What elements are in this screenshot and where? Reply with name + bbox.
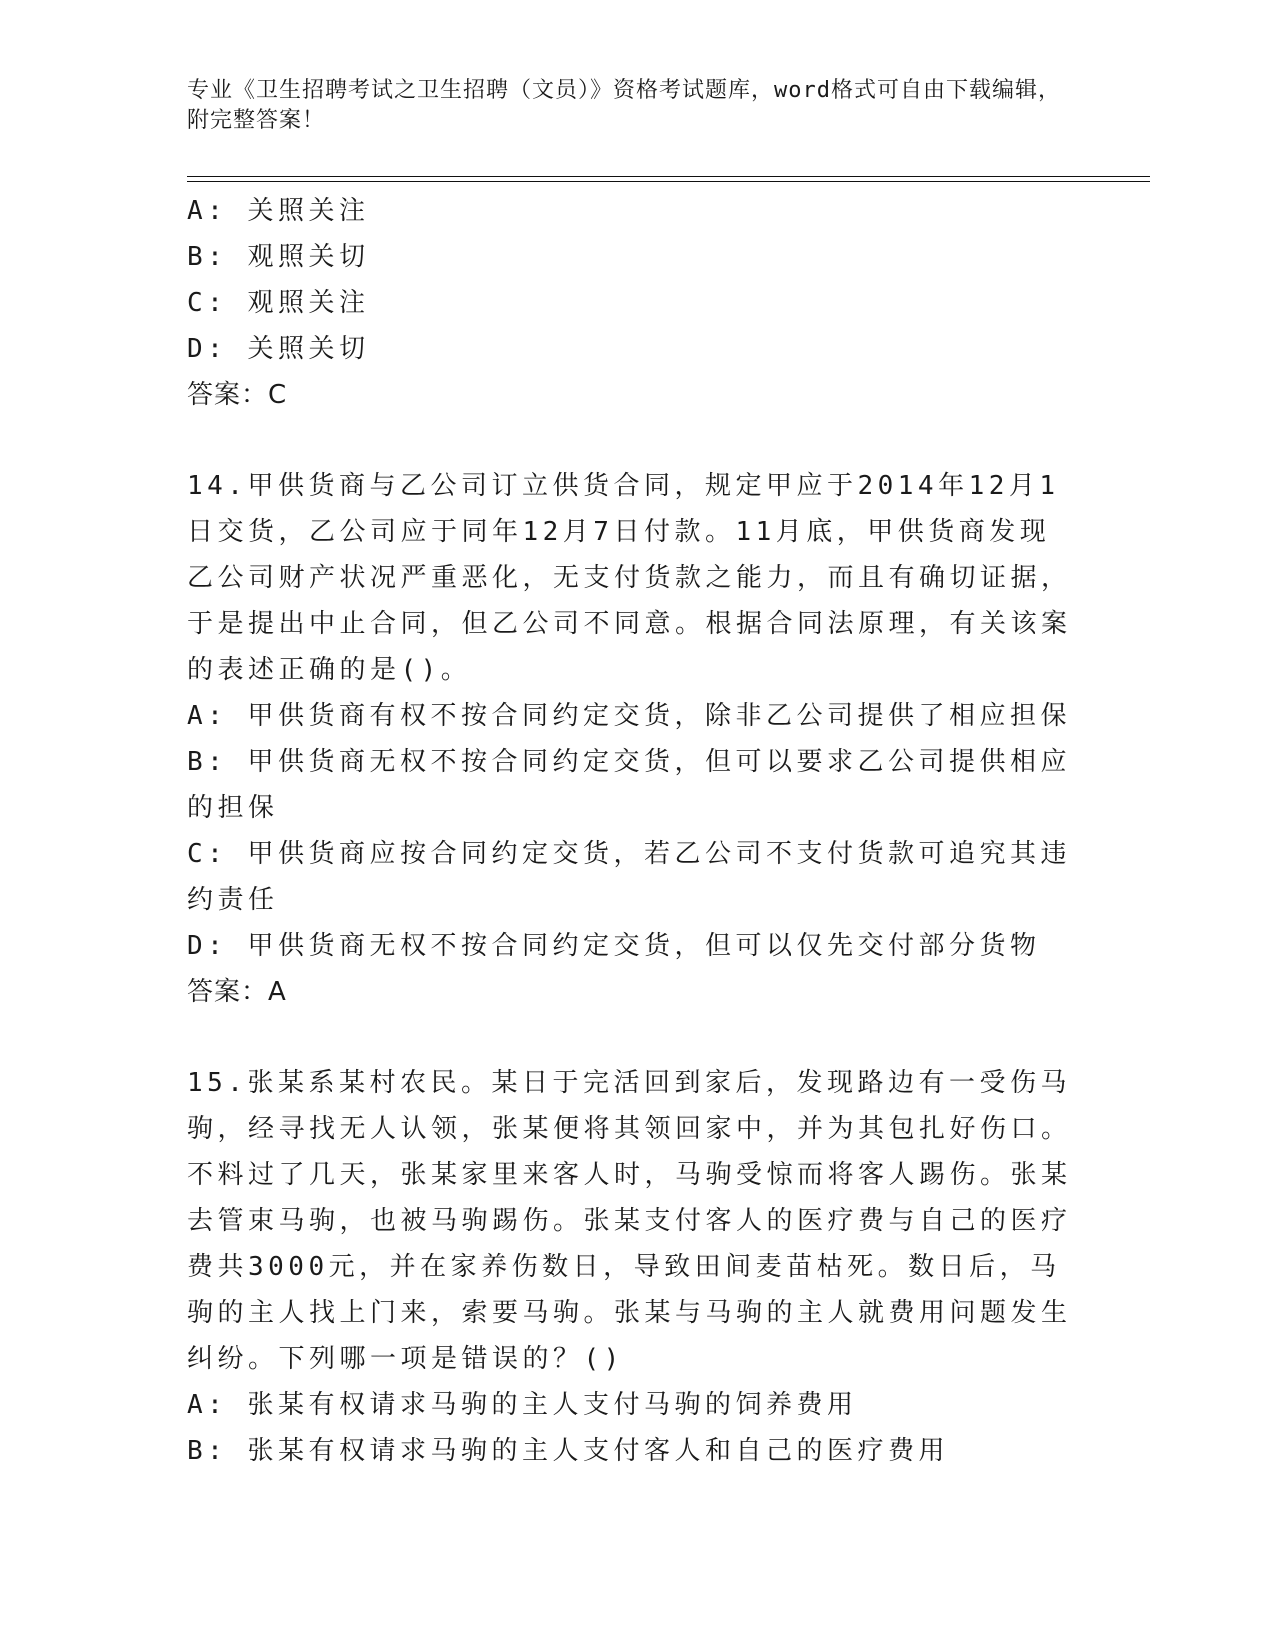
header-divider-bottom <box>187 181 1150 182</box>
option-a: A: 关照关注 <box>187 196 370 226</box>
option-d: D: 关照关切 <box>187 334 370 364</box>
answer-line: 答案：A <box>187 977 287 1007</box>
option-a: A: 甲供货商有权不按合同约定交货，除非乙公司提供了相应担保 <box>187 701 1071 731</box>
question-stem: 14.甲供货商与乙公司订立供货合同，规定甲应于2014年12月1日交货，乙公司应于同年12月7日付款。11月底，甲供货商发现乙公司财产状况严重恶化，无支付货款之能力，而且有确切证据，于是提出中止合同，但乙公司不同意。根据合同法原理，有关该案的表述正确的是()。 <box>187 471 1072 685</box>
option-a: A: 张某有权请求马驹的主人支付马驹的饲养费用 <box>187 1390 858 1420</box>
option-b: B: 甲供货商无权不按合同约定交货，但可以要求乙公司提供相应的担保 <box>187 747 1071 823</box>
document-body <box>187 188 1077 1474</box>
option-c: C: 甲供货商应按合同约定交货，若乙公司不支付货款可追究其违约责任 <box>187 839 1071 915</box>
question-14-block <box>187 463 1077 1015</box>
question-13-block <box>187 188 1077 418</box>
option-b: B: 观照关切 <box>187 242 370 272</box>
document-header: 专业《卫生招聘考试之卫生招聘（文员）》资格考试题库，word格式可自由下载编辑，附完整答案！ <box>187 78 1061 133</box>
question-15-block <box>187 1060 1077 1474</box>
option-c: C: 观照关注 <box>187 288 370 318</box>
answer-line: 答案：C <box>187 380 288 410</box>
option-b: B: 张某有权请求马驹的主人支付客人和自己的医疗费用 <box>187 1436 949 1466</box>
header-divider-top <box>187 176 1150 177</box>
option-d: D: 甲供货商无权不按合同约定交货，但可以仅先交付部分货物 <box>187 931 1041 961</box>
question-stem: 15.张某系某村农民。某日于完活回到家后，发现路边有一受伤马驹，经寻找无人认领，张某便将其领回家中，并为其包扎好伤口。不料过了几天，张某家里来客人时，马驹受惊而将客人踢伤。张某去管束马驹，也被马驹踢伤。张某支付客人的医疗费与自己的医疗费共3000元，并在家养伤数日，导致田间麦苗枯死。数日后，马驹的主人找上门来，索要马驹。张某与马驹的主人就费用问题发生纠纷。下列哪一项是错误的？() <box>187 1068 1072 1374</box>
